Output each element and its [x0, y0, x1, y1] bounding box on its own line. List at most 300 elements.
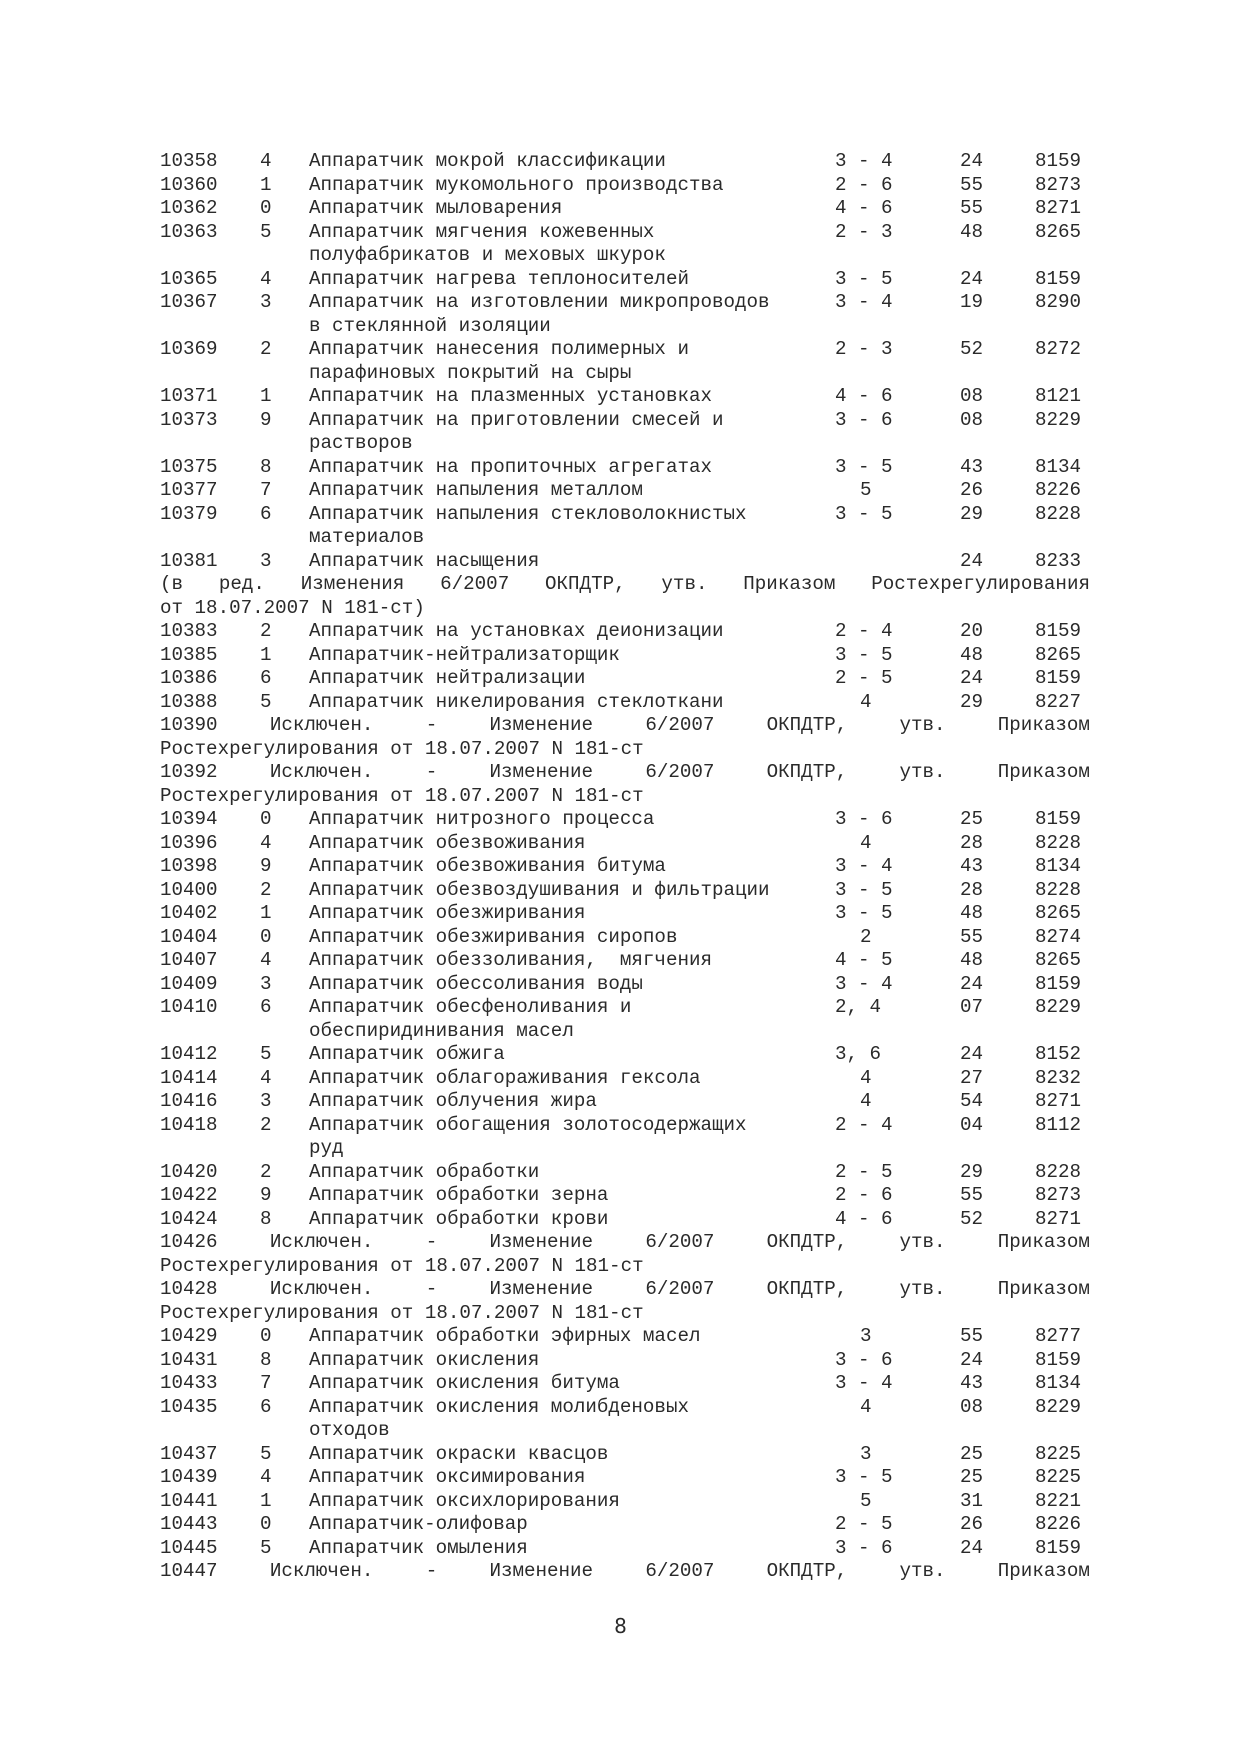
table-row: [160, 197, 1090, 221]
okz-code-cell: 28: [960, 878, 984, 901]
code-cell: 10386: [160, 667, 218, 689]
check-digit-cell: 0: [260, 1513, 272, 1535]
okved-code-cell: 8271: [1035, 1090, 1082, 1112]
category-range-cell: 2 - 3: [835, 338, 893, 360]
amendment-note-text: Ростехрегулирования от 18.07.2007 N 181-ст: [160, 1301, 644, 1324]
okved-code-cell: 8159: [1035, 267, 1082, 290]
okved-code-cell: 8112: [1035, 1113, 1082, 1136]
occupation-name-cell: Аппаратчик обезжиривания сиропов: [309, 925, 678, 948]
okved-code-cell: 8228: [1035, 831, 1082, 854]
amendment-note: [160, 1231, 1090, 1255]
check-digit-cell: 9: [260, 855, 272, 877]
category-range-cell: 3 - 5: [835, 455, 893, 478]
okz-code-cell: 54: [960, 1090, 984, 1112]
amendment-note-word: -: [425, 1278, 438, 1300]
table-row-continuation: [160, 432, 1090, 456]
category-range-cell: 3 - 5: [835, 902, 893, 924]
amendment-note-word: 6/2007: [645, 714, 715, 736]
okved-code-cell: 8229: [1035, 408, 1082, 431]
occupation-name-cell: Аппаратчик омыления: [309, 1536, 528, 1559]
check-digit-cell: 0: [260, 1325, 272, 1347]
occupation-name-cell: Аппаратчик нагрева теплоносителей: [309, 267, 689, 290]
table-row: [160, 1043, 1090, 1067]
okz-code-cell: 24: [960, 972, 984, 995]
amendment-note-word: 6/2007: [645, 1231, 715, 1253]
occupation-name-cell: Аппаратчик окисления битума: [309, 1372, 620, 1394]
okz-code-cell: 25: [960, 1442, 984, 1465]
table-row-continuation: [160, 1419, 1090, 1443]
amendment-note-word: 6/2007: [440, 573, 510, 595]
code-cell: 10375: [160, 455, 218, 478]
check-digit-cell: 2: [260, 1113, 272, 1136]
code-cell: 10409: [160, 972, 218, 995]
okved-code-cell: 8265: [1035, 220, 1082, 243]
okz-code-cell: 20: [960, 620, 984, 642]
amendment-note: [160, 761, 1090, 785]
okved-code-cell: 8271: [1035, 197, 1082, 219]
okz-code-cell: 31: [960, 1489, 984, 1512]
okved-code-cell: 8228: [1035, 878, 1082, 901]
amendment-note-word: утв.: [899, 714, 946, 736]
category-range-cell: 2 - 6: [835, 173, 893, 196]
check-digit-cell: 1: [260, 385, 272, 407]
amendment-note-word: ОКПДТР,: [545, 573, 626, 595]
okved-code-cell: 8271: [1035, 1207, 1082, 1230]
occupation-name-cell: Аппаратчик на пропиточных агрегатах: [309, 455, 713, 478]
category-range-cell: 3 - 4: [835, 1372, 893, 1394]
okved-code-cell: 8159: [1035, 667, 1082, 689]
page-number: 8: [614, 1614, 627, 1638]
category-range-cell: 3: [860, 1325, 872, 1347]
okved-code-cell: 8159: [1035, 972, 1082, 995]
code-cell: 10429: [160, 1325, 218, 1347]
code-cell: 10412: [160, 1043, 218, 1065]
table-row: [160, 926, 1090, 950]
check-digit-cell: 2: [260, 878, 272, 901]
category-range-cell: 4: [860, 1066, 872, 1089]
table-row: [160, 1090, 1090, 1114]
amendment-note-continuation: [160, 1302, 1090, 1326]
amendment-note-word: 6/2007: [645, 1560, 715, 1582]
check-digit-cell: 8: [260, 1207, 272, 1230]
amendment-note-word: 6/2007: [645, 1278, 715, 1300]
amendment-note-word: Исключен.: [269, 714, 374, 736]
okz-code-cell: 08: [960, 408, 984, 431]
code-cell: 10377: [160, 479, 218, 501]
occupation-name-cell: Аппаратчик напыления металлом: [309, 479, 643, 501]
check-digit-cell: 0: [260, 808, 272, 830]
occupation-name-cell: Аппаратчик на плазменных установках: [309, 385, 713, 407]
code-cell: 10402: [160, 902, 218, 924]
okved-code-cell: 8225: [1035, 1466, 1082, 1488]
amendment-note-word: ОКПДТР,: [766, 1278, 848, 1300]
amendment-note-word: утв.: [899, 761, 946, 783]
code-cell: 10358: [160, 150, 218, 172]
category-range-cell: 2 - 6: [835, 1184, 893, 1206]
occupation-name-cell: Аппаратчик обесфеноливания и: [309, 996, 632, 1018]
amendment-note-text: Ростехрегулирования от 18.07.2007 N 181-ст: [160, 784, 644, 807]
amendment-note-word: ОКПДТР,: [766, 714, 848, 736]
category-range-cell: 3 - 6: [835, 1536, 893, 1559]
occupation-name-cell: Аппаратчик обработки зерна: [309, 1184, 609, 1206]
table-row: [160, 1067, 1090, 1091]
amendment-note-word: Ростехрегулирования: [871, 573, 1090, 595]
amendment-note-word: -: [425, 1231, 438, 1253]
okved-code-cell: 8277: [1035, 1325, 1082, 1347]
code-cell: 10396: [160, 831, 218, 854]
occupation-name-cell: Аппаратчик нитрозного процесса: [309, 808, 655, 830]
amendment-note-word: (в: [160, 573, 184, 595]
occupation-name-cell: Аппаратчик мокрой классификации: [309, 150, 666, 172]
occupation-name-cell: Аппаратчик облучения жира: [309, 1090, 597, 1112]
okz-code-cell: 08: [960, 1395, 984, 1418]
amendment-note: [160, 1278, 1090, 1302]
table-row-continuation: [160, 315, 1090, 339]
category-range-cell: 2 - 3: [835, 220, 893, 243]
category-range-cell: 3 - 4: [835, 972, 893, 995]
category-range-cell: 3 - 5: [835, 878, 893, 901]
code-cell: 10445: [160, 1536, 218, 1559]
amendment-note-word: утв.: [899, 1278, 946, 1300]
check-digit-cell: 9: [260, 1184, 272, 1206]
check-digit-cell: 7: [260, 1372, 272, 1394]
table-row: [160, 221, 1090, 245]
okz-code-cell: 24: [960, 1348, 984, 1371]
amendment-note: [160, 1560, 1090, 1584]
code-cell: 10441: [160, 1489, 218, 1512]
category-range-cell: 4: [860, 1395, 872, 1418]
occupation-name-cell: Аппаратчик на приготовлении смесей и: [309, 408, 724, 431]
amendment-note-word: ОКПДТР,: [766, 761, 848, 783]
code-cell: 10404: [160, 925, 218, 948]
check-digit-cell: 3: [260, 972, 272, 995]
table-row: [160, 1208, 1090, 1232]
amendment-note-word: 10390: [160, 714, 218, 736]
check-digit-cell: 5: [260, 1043, 272, 1065]
table-row: [160, 479, 1090, 503]
okved-code-cell: 8159: [1035, 620, 1082, 642]
category-range-cell: 3 - 4: [835, 150, 893, 172]
okz-code-cell: 48: [960, 902, 984, 924]
occupation-name-cell: Аппаратчик-олифовар: [309, 1513, 528, 1535]
occupation-name-cell: Аппаратчик нанесения полимерных и: [309, 338, 689, 360]
okz-code-cell: 28: [960, 831, 984, 854]
occupation-name-cell: Аппаратчик облагораживания гексола: [309, 1066, 701, 1089]
code-cell: 10363: [160, 220, 218, 243]
okved-code-cell: 8274: [1035, 925, 1082, 948]
code-cell: 10360: [160, 173, 218, 196]
amendment-note-word: 10428: [160, 1278, 218, 1300]
category-range-cell: 3 - 5: [835, 1466, 893, 1488]
code-cell: 10437: [160, 1442, 218, 1465]
okved-code-cell: 8265: [1035, 902, 1082, 924]
category-range-cell: 2: [860, 925, 872, 948]
table-row: [160, 832, 1090, 856]
check-digit-cell: 3: [260, 1090, 272, 1112]
table-row-continuation: [160, 1137, 1090, 1161]
occupation-name-cell: Аппаратчик напыления стекловолокнистых: [309, 502, 747, 525]
code-cell: 10443: [160, 1513, 218, 1535]
category-range-cell: 2 - 5: [835, 1160, 893, 1183]
category-range-cell: 4: [860, 1090, 872, 1112]
okz-code-cell: 08: [960, 385, 984, 407]
okved-code-cell: 8225: [1035, 1442, 1082, 1465]
check-digit-cell: 1: [260, 643, 272, 666]
amendment-note-word: Исключен.: [269, 761, 374, 783]
table-row: [160, 409, 1090, 433]
code-cell: 10418: [160, 1113, 218, 1136]
table-row-continuation: [160, 1020, 1090, 1044]
code-cell: 10422: [160, 1184, 218, 1206]
occupation-name-cell: Аппаратчик окраски квасцов: [309, 1442, 609, 1465]
check-digit-cell: 1: [260, 902, 272, 924]
occupation-name-cell: материалов: [309, 526, 425, 548]
code-cell: 10424: [160, 1207, 218, 1230]
okz-code-cell: 52: [960, 1207, 984, 1230]
okz-code-cell: 25: [960, 808, 984, 830]
amendment-note-word: 10447: [160, 1560, 218, 1582]
okved-code-cell: 8226: [1035, 1513, 1082, 1535]
okved-code-cell: 8272: [1035, 338, 1082, 360]
amendment-note-continuation: [160, 1255, 1090, 1279]
check-digit-cell: 0: [260, 925, 272, 948]
check-digit-cell: 1: [260, 173, 272, 196]
okz-code-cell: 43: [960, 855, 984, 877]
code-cell: 10383: [160, 620, 218, 642]
code-cell: 10420: [160, 1160, 218, 1183]
category-range-cell: 3 - 5: [835, 267, 893, 290]
table-row: [160, 1325, 1090, 1349]
okz-code-cell: 55: [960, 1184, 984, 1206]
code-cell: 10416: [160, 1090, 218, 1112]
check-digit-cell: 1: [260, 1489, 272, 1512]
occupation-name-cell: обеспиридинивания масел: [309, 1019, 574, 1042]
okved-code-cell: 8232: [1035, 1066, 1082, 1089]
okz-code-cell: 24: [960, 267, 984, 290]
okved-code-cell: 8226: [1035, 479, 1082, 501]
occupation-name-cell: Аппаратчик мягчения кожевенных: [309, 220, 655, 243]
okved-code-cell: 8159: [1035, 808, 1082, 830]
check-digit-cell: 4: [260, 831, 272, 854]
okved-code-cell: 8134: [1035, 855, 1082, 877]
table-row: [160, 385, 1090, 409]
category-range-cell: 3 - 6: [835, 808, 893, 830]
table-row: [160, 1466, 1090, 1490]
category-range-cell: 4: [860, 831, 872, 854]
amendment-note-word: Изменение: [489, 761, 594, 783]
amendment-note-word: 10426: [160, 1231, 218, 1253]
amendment-note-continuation: [160, 738, 1090, 762]
occupation-name-cell: Аппаратчик оксихлорирования: [309, 1489, 620, 1512]
category-range-cell: 5: [860, 1489, 872, 1512]
code-cell: 10381: [160, 549, 218, 572]
table-row: [160, 503, 1090, 527]
check-digit-cell: 4: [260, 1066, 272, 1089]
table-row: [160, 1443, 1090, 1467]
occupation-name-cell: в стеклянной изоляции: [309, 314, 551, 337]
okz-code-cell: 48: [960, 643, 984, 666]
okved-code-cell: 8221: [1035, 1489, 1082, 1512]
code-cell: 10385: [160, 643, 218, 666]
occupation-name-cell: Аппаратчик обезвоздушивания и фильтрации: [309, 878, 770, 901]
table-row: [160, 1537, 1090, 1561]
okz-code-cell: 55: [960, 925, 984, 948]
okved-code-cell: 8228: [1035, 1160, 1082, 1183]
category-range-cell: 3: [860, 1442, 872, 1465]
check-digit-cell: 4: [260, 949, 272, 971]
check-digit-cell: 5: [260, 1536, 272, 1559]
check-digit-cell: 2: [260, 338, 272, 360]
table-row: [160, 855, 1090, 879]
category-range-cell: 3 - 4: [835, 291, 893, 313]
okz-code-cell: 26: [960, 1513, 984, 1535]
check-digit-cell: 5: [260, 220, 272, 243]
check-digit-cell: 6: [260, 502, 272, 525]
okved-code-cell: 8159: [1035, 1348, 1082, 1371]
table-row: [160, 620, 1090, 644]
okved-code-cell: 8159: [1035, 150, 1082, 172]
okz-code-cell: 43: [960, 1372, 984, 1394]
okz-code-cell: 26: [960, 479, 984, 501]
occupation-name-cell: Аппаратчик обеззоливания, мягчения: [309, 949, 713, 971]
occupation-name-cell: полуфабрикатов и меховых шкурок: [309, 244, 666, 266]
okz-code-cell: 27: [960, 1066, 984, 1089]
amendment-note-word: утв.: [899, 1560, 946, 1582]
okved-code-cell: 8229: [1035, 996, 1082, 1018]
occupation-name-cell: Аппаратчик на установках деионизации: [309, 620, 724, 642]
okved-code-cell: 8134: [1035, 1372, 1082, 1394]
check-digit-cell: 6: [260, 1395, 272, 1418]
code-cell: 10369: [160, 338, 218, 360]
okz-code-cell: 48: [960, 220, 984, 243]
amendment-note-text: Ростехрегулирования от 18.07.2007 N 181-ст: [160, 1254, 644, 1277]
occupation-name-cell: руд: [309, 1137, 344, 1159]
okz-code-cell: 48: [960, 949, 984, 971]
amendment-note-continuation: [160, 785, 1090, 809]
amendment-note: [160, 573, 1090, 597]
okved-code-cell: 8134: [1035, 455, 1082, 478]
amendment-note-word: ОКПДТР,: [766, 1560, 848, 1582]
occupation-name-cell: Аппаратчик обработки крови: [309, 1207, 609, 1230]
category-range-cell: 3, 6: [835, 1043, 882, 1065]
check-digit-cell: 3: [260, 291, 272, 313]
okz-code-cell: 24: [960, 667, 984, 689]
amendment-note-word: Приказом: [997, 1560, 1090, 1582]
check-digit-cell: 2: [260, 620, 272, 642]
amendment-note-word: Приказом: [743, 573, 836, 595]
amendment-note-word: ред.: [218, 573, 265, 595]
okved-code-cell: 8233: [1035, 549, 1082, 572]
occupation-name-cell: Аппаратчик обезвоживания: [309, 831, 586, 854]
code-cell: 10365: [160, 267, 218, 290]
occupation-name-cell: Аппаратчик нейтрализации: [309, 667, 586, 689]
amendment-note-word: утв.: [899, 1231, 946, 1253]
table-row: [160, 550, 1090, 574]
category-range-cell: 2 - 4: [835, 620, 893, 642]
occupation-name-cell: Аппаратчик окисления: [309, 1348, 540, 1371]
code-cell: 10407: [160, 949, 218, 971]
check-digit-cell: 5: [260, 690, 272, 713]
occupation-name-cell: Аппаратчик обжига: [309, 1043, 505, 1065]
code-cell: 10400: [160, 878, 218, 901]
occupation-name-cell: Аппаратчик обессоливания воды: [309, 972, 643, 995]
table-row: [160, 1114, 1090, 1138]
table-row: [160, 808, 1090, 832]
amendment-note-word: Приказом: [997, 1231, 1090, 1253]
amendment-note-word: Приказом: [997, 761, 1090, 783]
occupation-name-cell: отходов: [309, 1419, 390, 1441]
table-row: [160, 644, 1090, 668]
okz-code-cell: 55: [960, 173, 984, 196]
occupation-name-cell: Аппаратчик насыщения: [309, 549, 540, 572]
table-row: [160, 1349, 1090, 1373]
okved-code-cell: 8227: [1035, 690, 1082, 713]
amendment-note-word: Изменение: [489, 1278, 594, 1300]
table-row: [160, 691, 1090, 715]
table-row: [160, 1490, 1090, 1514]
occupation-name-cell: Аппаратчик обезжиривания: [309, 902, 586, 924]
occupation-name-cell: Аппаратчик мукомольного производства: [309, 173, 724, 196]
category-range-cell: 5: [860, 479, 872, 501]
amendment-note-word: -: [425, 1560, 438, 1582]
amendment-note-word: -: [425, 714, 438, 736]
table-row: [160, 150, 1090, 174]
code-cell: 10388: [160, 690, 218, 713]
okz-code-cell: 29: [960, 1160, 984, 1183]
check-digit-cell: 4: [260, 267, 272, 290]
check-digit-cell: 8: [260, 1348, 272, 1371]
okved-code-cell: 8159: [1035, 1536, 1082, 1559]
amendment-note-word: Изменение: [489, 1231, 594, 1253]
occupation-name-cell: Аппаратчик никелирования стеклоткани: [309, 690, 724, 713]
amendment-note-word: Изменения: [300, 573, 405, 595]
category-range-cell: 2 - 5: [835, 1513, 893, 1535]
code-cell: 10379: [160, 502, 218, 525]
occupation-name-cell: Аппаратчик-нейтрализаторщик: [309, 643, 620, 666]
check-digit-cell: 7: [260, 479, 272, 501]
category-range-cell: 3 - 5: [835, 502, 893, 525]
okz-code-cell: 52: [960, 338, 984, 360]
amendment-note-text: от 18.07.2007 N 181-ст): [160, 596, 425, 619]
category-range-cell: 4 - 6: [835, 1207, 893, 1230]
category-range-cell: 4 - 6: [835, 197, 893, 219]
okved-code-cell: 8265: [1035, 643, 1082, 666]
table-row: [160, 456, 1090, 480]
category-range-cell: 3 - 4: [835, 855, 893, 877]
amendment-note-word: Изменение: [489, 714, 594, 736]
okved-code-cell: 8265: [1035, 949, 1082, 971]
amendment-note-word: Приказом: [997, 714, 1090, 736]
amendment-note-word: Исключен.: [269, 1231, 374, 1253]
amendment-note-word: 10392: [160, 761, 218, 783]
code-cell: 10398: [160, 855, 218, 877]
table-row-continuation: [160, 362, 1090, 386]
amendment-note-word: Изменение: [489, 1560, 594, 1582]
okz-code-cell: 24: [960, 1536, 984, 1559]
table-row: [160, 879, 1090, 903]
okz-code-cell: 55: [960, 197, 984, 219]
okz-code-cell: 07: [960, 996, 984, 1018]
amendment-note-word: 6/2007: [645, 761, 715, 783]
code-cell: 10362: [160, 197, 218, 219]
check-digit-cell: 3: [260, 549, 272, 572]
okz-code-cell: 04: [960, 1113, 984, 1136]
occupation-name-cell: Аппаратчик обработки эфирных масел: [309, 1325, 701, 1347]
code-cell: 10394: [160, 808, 218, 830]
amendment-note-word: Приказом: [997, 1278, 1090, 1300]
category-range-cell: 2, 4: [835, 996, 882, 1018]
okz-code-cell: 24: [960, 150, 984, 172]
